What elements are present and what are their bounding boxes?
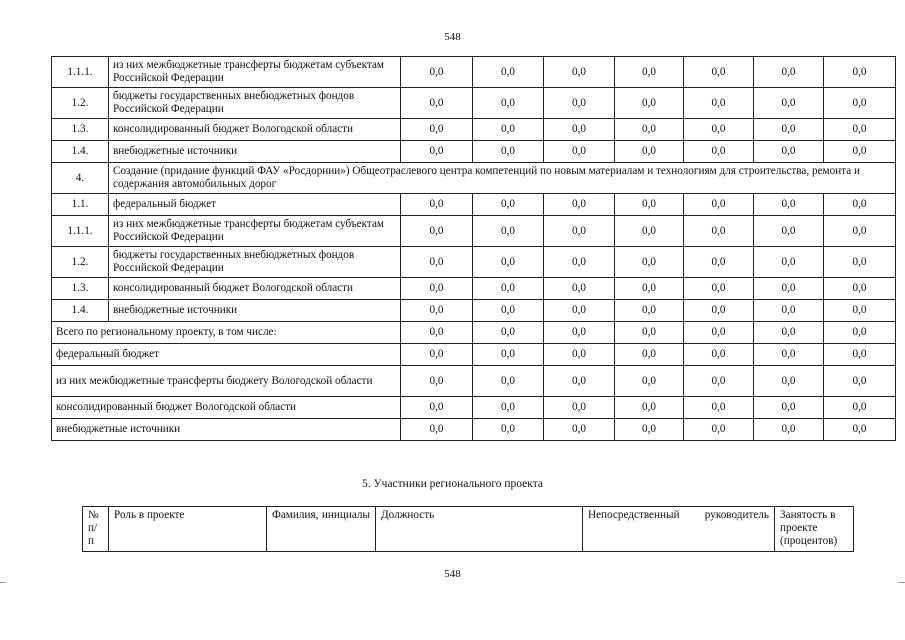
value-cell: 0,0 [615,194,684,216]
table-row [52,300,896,322]
row-label: бюджеты государственных внебюджетных фондов Российской Федерации [109,247,401,278]
table-row [52,57,896,88]
value-cell: 0,0 [754,119,824,141]
table-row [52,163,896,194]
participants-table [82,506,854,552]
row-code: 1.4. [52,141,109,163]
value-cell: 0,0 [544,397,615,419]
value-cell: 0,0 [615,278,684,300]
row-code: 1.2. [52,247,109,278]
value-cell: 0,0 [824,247,896,278]
value-cell: 0,0 [401,216,473,247]
value-cell: 0,0 [754,344,824,366]
value-cell: 0,0 [473,419,544,441]
value-cell: 0,0 [684,322,754,344]
header-supervisor-text: Непосредственный руководитель [588,509,769,521]
section-title: 5. Участники регионального проекта [362,478,543,490]
value-cell: 0,0 [473,366,544,397]
value-cell: 0,0 [684,366,754,397]
header-supervisor [583,507,775,552]
value-cell: 0,0 [473,57,544,88]
value-cell: 0,0 [684,344,754,366]
value-cell: 0,0 [684,119,754,141]
value-cell: 0,0 [684,141,754,163]
total-row [52,419,896,441]
value-cell: 0,0 [684,397,754,419]
row-label: консолидированный бюджет Вологодской области [109,278,401,300]
row-code: 1.1.1. [52,57,109,88]
value-cell: 0,0 [401,194,473,216]
row-code: 1.2. [52,88,109,119]
row-code: 1.1. [52,194,109,216]
value-cell: 0,0 [401,300,473,322]
value-cell: 0,0 [401,419,473,441]
total-row-label: Всего по региональному проекту, в том числе: [52,322,401,344]
header-position: Должность [376,507,583,552]
value-cell: 0,0 [824,119,896,141]
row-label: внебюджетные источники [109,141,401,163]
row-code: 1.3. [52,278,109,300]
value-cell: 0,0 [544,344,615,366]
value-cell: 0,0 [401,88,473,119]
value-cell: 0,0 [615,247,684,278]
value-cell: 0,0 [754,278,824,300]
value-cell: 0,0 [615,119,684,141]
total-row [52,322,896,344]
value-cell: 0,0 [615,366,684,397]
value-cell: 0,0 [544,216,615,247]
row-code: 1.1.1. [52,216,109,247]
row-label: консолидированный бюджет Вологодской области [109,119,401,141]
value-cell: 0,0 [401,119,473,141]
value-cell: 0,0 [615,322,684,344]
value-cell: 0,0 [824,216,896,247]
table-row [52,88,896,119]
value-cell: 0,0 [615,419,684,441]
row-code: 1.3. [52,119,109,141]
value-cell: 0,0 [824,278,896,300]
header-role: Роль в проекте [109,507,267,552]
table-row [52,119,896,141]
header-number: № п/п [83,507,109,552]
scan-edge-mark [898,582,905,583]
value-cell: 0,0 [473,216,544,247]
header-occupancy: Занятость в проекте (процентов) [775,507,854,552]
total-row [52,366,896,397]
value-cell: 0,0 [473,194,544,216]
row-label: из них межбюджетные трансферты бюджетам субъектам Российской Федерации [109,216,401,247]
value-cell: 0,0 [401,57,473,88]
row-label: Создание (придание функций ФАУ «Росдорнии») Общеотраслевого центра компетенций по новым материалам и технологиям для строительства, ремонта и содержания автомобильных дорог [109,163,896,194]
value-cell: 0,0 [615,216,684,247]
value-cell: 0,0 [684,247,754,278]
value-cell: 0,0 [401,247,473,278]
value-cell: 0,0 [754,88,824,119]
value-cell: 0,0 [824,397,896,419]
value-cell: 0,0 [824,194,896,216]
value-cell: 0,0 [754,57,824,88]
value-cell: 0,0 [824,88,896,119]
row-label: из них межбюджетные трансферты бюджетам субъектам Российской Федерации [109,57,401,88]
value-cell: 0,0 [615,397,684,419]
value-cell: 0,0 [754,322,824,344]
value-cell: 0,0 [544,278,615,300]
value-cell: 0,0 [615,141,684,163]
total-row-label: из них межбюджетные трансферты бюджету Вологодской области [52,366,401,397]
value-cell: 0,0 [754,300,824,322]
row-code: 1.4. [52,300,109,322]
value-cell: 0,0 [754,366,824,397]
value-cell: 0,0 [473,397,544,419]
value-cell: 0,0 [824,419,896,441]
value-cell: 0,0 [824,322,896,344]
value-cell: 0,0 [754,216,824,247]
value-cell: 0,0 [473,300,544,322]
value-cell: 0,0 [754,194,824,216]
value-cell: 0,0 [684,194,754,216]
value-cell: 0,0 [684,419,754,441]
value-cell: 0,0 [615,300,684,322]
value-cell: 0,0 [401,344,473,366]
value-cell: 0,0 [824,57,896,88]
value-cell: 0,0 [544,88,615,119]
value-cell: 0,0 [684,300,754,322]
value-cell: 0,0 [824,366,896,397]
value-cell: 0,0 [473,88,544,119]
row-code: 4. [52,163,109,194]
value-cell: 0,0 [824,300,896,322]
total-row [52,397,896,419]
value-cell: 0,0 [401,322,473,344]
value-cell: 0,0 [824,344,896,366]
value-cell: 0,0 [544,141,615,163]
value-cell: 0,0 [754,141,824,163]
total-row-label: консолидированный бюджет Вологодской области [52,397,401,419]
row-label: бюджеты государственных внебюджетных фондов Российской Федерации [109,88,401,119]
table-row [52,216,896,247]
table-row [52,278,896,300]
value-cell: 0,0 [473,141,544,163]
scan-edge-mark [0,582,6,583]
value-cell: 0,0 [544,57,615,88]
value-cell: 0,0 [544,119,615,141]
value-cell: 0,0 [684,278,754,300]
value-cell: 0,0 [615,344,684,366]
value-cell: 0,0 [544,366,615,397]
value-cell: 0,0 [824,141,896,163]
participants-header-row [83,507,854,552]
value-cell: 0,0 [544,247,615,278]
table-row [52,194,896,216]
value-cell: 0,0 [754,247,824,278]
value-cell: 0,0 [473,119,544,141]
value-cell: 0,0 [401,278,473,300]
value-cell: 0,0 [473,278,544,300]
header-name [267,507,376,552]
value-cell: 0,0 [473,322,544,344]
value-cell: 0,0 [684,88,754,119]
page-number-top: 548 [444,31,461,43]
row-label: федеральный бюджет [109,194,401,216]
value-cell: 0,0 [544,194,615,216]
value-cell: 0,0 [615,57,684,88]
table-row [52,141,896,163]
value-cell: 0,0 [401,366,473,397]
value-cell: 0,0 [544,419,615,441]
value-cell: 0,0 [401,141,473,163]
value-cell: 0,0 [684,57,754,88]
value-cell: 0,0 [401,397,473,419]
total-row-label: федеральный бюджет [52,344,401,366]
total-row [52,344,896,366]
total-row-label: внебюджетные источники [52,419,401,441]
budget-table [51,56,896,441]
header-name-text: Фамилия, инициалы [272,509,370,521]
value-cell: 0,0 [615,88,684,119]
page-number-bottom: 548 [444,568,461,580]
value-cell: 0,0 [754,419,824,441]
row-label: внебюджетные источники [109,300,401,322]
value-cell: 0,0 [754,397,824,419]
table-row [52,247,896,278]
value-cell: 0,0 [544,322,615,344]
value-cell: 0,0 [544,300,615,322]
value-cell: 0,0 [684,216,754,247]
value-cell: 0,0 [473,247,544,278]
value-cell: 0,0 [473,344,544,366]
